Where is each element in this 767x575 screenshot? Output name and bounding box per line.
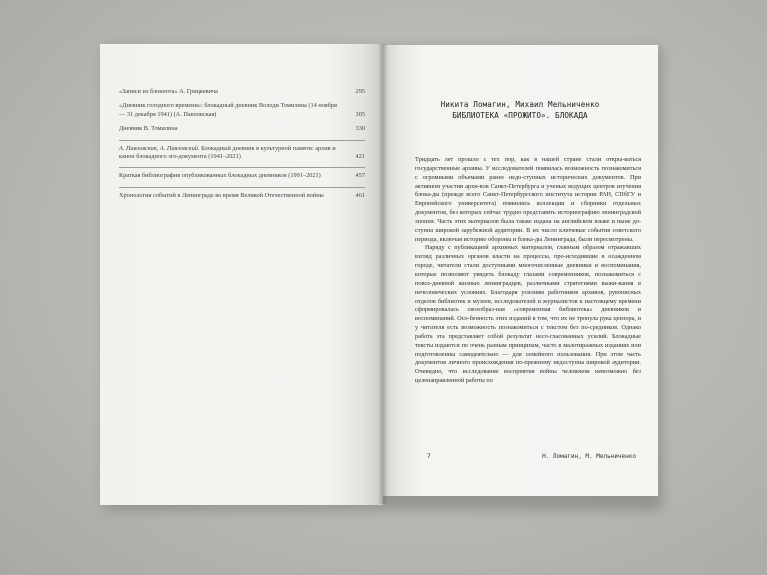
toc-entry-page: 305 [355, 110, 365, 118]
toc-entry-title-text: Блокадный дневник в культурной памяти: архив и канон блокадного эго-документа (1941–2021) [119, 144, 336, 161]
toc-entry-page: 461 [355, 191, 365, 199]
toc-entry-page: 421 [355, 153, 365, 161]
toc-entry [119, 167, 365, 180]
book-spine [378, 44, 388, 504]
toc-entry-page: 457 [355, 172, 365, 180]
body-text [415, 156, 641, 386]
toc-entry-title: «Дневник голодного времени»: блокадный дневник Володи Томилина (14 ноября — 31 декабря 1941) (А. Павловская) [119, 102, 337, 118]
paragraph: Наряду с публикацией архивных материалов, главным образом отражавших взгляд различных органов власти на процессы, про-исходившие в осажденном городе, читатели стали доступными многочисленные дневники и воспоминания, которые позволяют увидеть блокаду глазами современников, познакомиться с повсе-дневной жизнью ленинградцев, различными стратегиями выжи-вания в нечеловеческих условиях. Благодаря усилиям работников архивов, рукописных отделов библиотек и музеев, исследователей и журналистов к настоящему времени сформировалась своеобраз-ная «современная библиотека» дневников и воспоминаний. Осо-бенность этих изданий в том, что их не тронула рука цензора, и у читателя есть возможность познакомиться с текстом без по-средников. Однако работа эта представляет собой результат несо-гласованных усилий. Блокадные тексты издаются по очень разным принципам, часто в малотиражных изданиях или подготовленны самодеятельно — для семейного пользования. При этом часть документов личного происхождения по-прежнему недоступна широкой аудитории. Очевидно, что исследование восприятия войны человеком невозможно без целенаправленной работы по [415, 244, 641, 385]
chapter-header [400, 100, 640, 121]
toc-entry-title: Краткая библиография опубликованных блокадных дневников (1991–2021) [119, 172, 321, 180]
toc-entry-title: Дневник В. Томилина [119, 125, 178, 133]
toc-entry-authors: А. Павловская, А. Павловский. [119, 144, 200, 152]
toc-entry-title: «Записи из блокнота» А. Грицкевича [119, 88, 218, 95]
toc-entry [119, 102, 365, 119]
toc-entry [119, 88, 365, 96]
toc-entry [119, 140, 365, 162]
series-title: БИБЛИОТЕКА «ПРОЖИТО». БЛОКАДА [452, 110, 588, 120]
page-number: 7 [427, 453, 431, 460]
toc-entry-page: 330 [355, 125, 365, 133]
paragraph: Тридцать лет прошло с тех пор, как в нашей стране стали откры-ваться государственные архивы. У исследователей появилась возможность познакомиться с огромными объемами ранее недо-ступных исторических документов. При активном участии архи-вов Санкт-Петербурга и ученых ведущих центров изучения блока-ды (прежде всего Санкт-Петербургского института истории РАН, СПбГУ и Европейского университета) появились коллекции и сборники отдельных документов, без которых сейчас трудно представить историографию ленинградской эпопеи. Часть этих материалов была также издана на английском языке и ныне до-ступна широкой зарубежной аудитории. В их число ключевые события советского периода, включая историю обороны и блока-ды Ленинграда, были пересмотрены. [415, 156, 641, 243]
toc-entry [119, 187, 365, 200]
table-of-contents [119, 88, 365, 206]
chapter-authors: Никита Ломагин, Михаил Мельниченко [440, 100, 600, 109]
toc-entry-title [119, 145, 343, 162]
running-footer: Н. Ломагин, М. Мельниченко [542, 453, 636, 460]
toc-entry [119, 125, 365, 133]
toc-entry-title: Хронология событий в Ленинграде во время Великой Отечественной войны [119, 191, 324, 199]
toc-entry-page: 295 [355, 88, 365, 95]
